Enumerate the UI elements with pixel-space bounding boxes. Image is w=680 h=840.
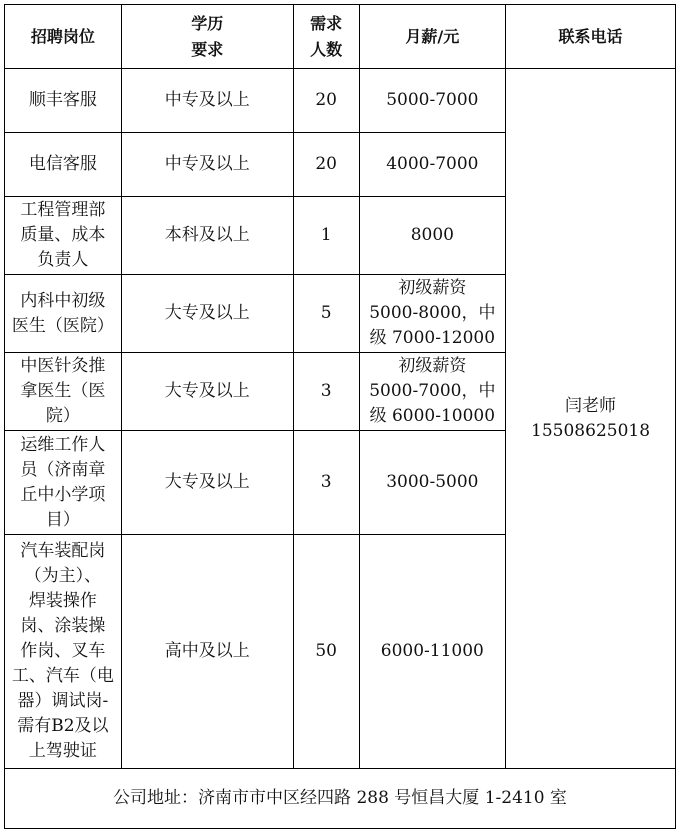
row-position: 顺丰客服 (5, 69, 122, 133)
row-count: 20 (293, 133, 359, 197)
row-count: 3 (293, 431, 359, 535)
row-count: 20 (293, 69, 359, 133)
row-education: 中专及以上 (121, 133, 293, 197)
row-position: 工程管理部 质量、成本 负责人 (5, 197, 122, 275)
row-count: 1 (293, 197, 359, 275)
row-salary: 3000-5000 (359, 431, 506, 535)
contact-cell (506, 69, 676, 769)
table-row (5, 69, 676, 133)
row-position: 中医针灸推 拿医生（医 院） (5, 353, 122, 431)
header-position: 招聘岗位 (5, 5, 122, 69)
header-count: 需求 人数 (293, 5, 359, 69)
row-salary: 8000 (359, 197, 506, 275)
header-salary: 月薪/元 (359, 5, 506, 69)
header-row (5, 5, 676, 69)
row-count: 5 (293, 275, 359, 353)
row-position: 电信客服 (5, 133, 122, 197)
contact-name: 闫老师 (565, 395, 617, 416)
contact-phone: 15508625018 (531, 420, 651, 441)
header-contact: 联系电话 (506, 5, 676, 69)
header-education: 学历 要求 (121, 5, 293, 69)
address-row (5, 769, 676, 829)
recruitment-table (4, 4, 676, 829)
row-salary: 4000-7000 (359, 133, 506, 197)
row-education: 大专及以上 (121, 275, 293, 353)
row-education: 本科及以上 (121, 197, 293, 275)
row-education: 高中及以上 (121, 535, 293, 769)
row-count: 50 (293, 535, 359, 769)
row-education: 大专及以上 (121, 431, 293, 535)
row-count: 3 (293, 353, 359, 431)
row-position: 汽车装配岗 （为主）、 焊装操作 岗、涂装操 作岗、叉车 工、汽车（电 器）调试岗- 需有B2及以 上驾驶证 (5, 535, 122, 769)
row-education: 中专及以上 (121, 69, 293, 133)
row-position: 内科中初级 医生（医院） (5, 275, 122, 353)
row-position: 运维工作人 员（济南章 丘中小学项 目） (5, 431, 122, 535)
row-salary: 初级薪资 5000-7000，中 级 6000-10000 (359, 353, 506, 431)
row-education: 大专及以上 (121, 353, 293, 431)
row-salary: 6000-11000 (359, 535, 506, 769)
row-salary: 5000-7000 (359, 69, 506, 133)
company-address: 公司地址：济南市市中区经四路 288 号恒昌大厦 1-2410 室 (5, 769, 676, 829)
row-salary: 初级薪资 5000-8000，中 级 7000-12000 (359, 275, 506, 353)
